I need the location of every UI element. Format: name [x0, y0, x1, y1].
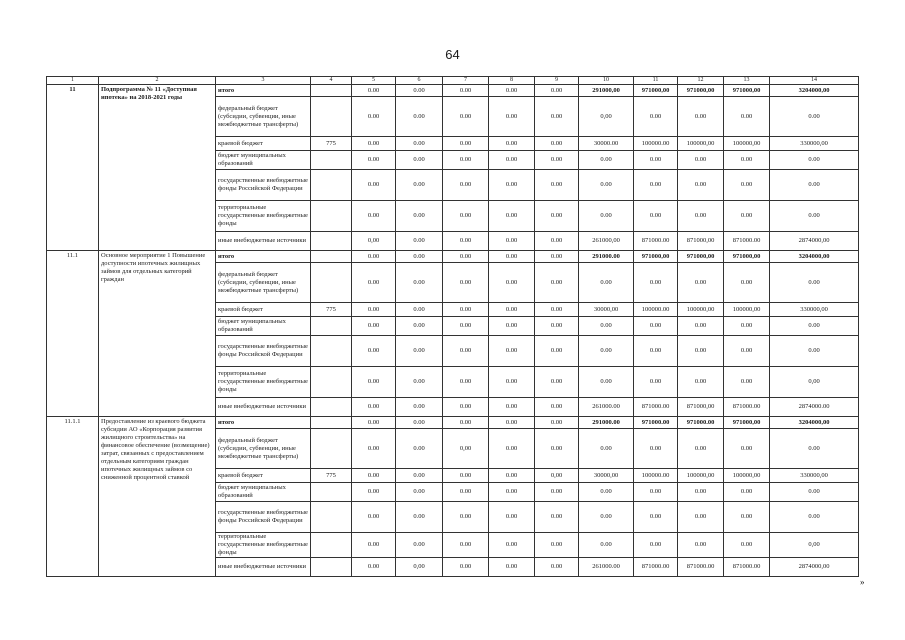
amount-cell: 0.00	[352, 170, 396, 201]
amount-cell: 0.00	[535, 483, 579, 502]
funding-source-cell: бюджет муниципальных образований	[216, 151, 311, 170]
amount-cell: 0.00	[678, 151, 724, 170]
admin-code-cell	[311, 170, 352, 201]
amount-cell: 0,00	[443, 429, 489, 469]
amount-cell: 0.00	[535, 232, 579, 251]
amount-cell: 0.00	[724, 263, 770, 303]
funding-source-cell: федеральный бюджет (субсидии, субвенции, иные межбюджетные трансферты)	[216, 97, 311, 137]
amount-cell: 0.00	[396, 232, 443, 251]
amount-cell: 100000,00	[678, 303, 724, 317]
amount-cell: 0.00	[678, 336, 724, 367]
funding-source-cell: федеральный бюджет (субсидии, субвенции, иные межбюджетные трансферты)	[216, 429, 311, 469]
amount-cell: 3204000,00	[770, 85, 859, 97]
amount-cell: 0.00	[724, 336, 770, 367]
admin-code-cell	[311, 417, 352, 429]
amount-cell: 0.00	[579, 367, 634, 398]
amount-cell: 0.00	[770, 263, 859, 303]
admin-code-cell	[311, 367, 352, 398]
amount-cell: 0.00	[443, 85, 489, 97]
amount-cell: 0.00	[678, 263, 724, 303]
amount-cell: 0.00	[535, 201, 579, 232]
amount-cell: 0.00	[535, 558, 579, 577]
amount-cell: 971000.00	[634, 417, 678, 429]
admin-code-cell	[311, 201, 352, 232]
amount-cell: 0.00	[352, 151, 396, 170]
amount-cell: 0.00	[724, 533, 770, 558]
amount-cell: 0.00	[396, 201, 443, 232]
amount-cell: 0.00	[443, 97, 489, 137]
amount-cell: 0.00	[770, 429, 859, 469]
funding-source-cell: территориальные государственные внебюджетные фонды	[216, 533, 311, 558]
funding-source-cell: итого	[216, 417, 311, 429]
amount-cell: 0.00	[535, 533, 579, 558]
amount-cell: 0.00	[443, 558, 489, 577]
amount-cell: 0.00	[396, 303, 443, 317]
amount-cell: 0.00	[443, 483, 489, 502]
column-number-cell: 11	[634, 77, 678, 85]
amount-cell: 0.00	[535, 398, 579, 417]
amount-cell: 871000.00	[634, 232, 678, 251]
amount-cell: 0.00	[396, 336, 443, 367]
amount-cell: 0.00	[579, 483, 634, 502]
amount-cell: 0.00	[489, 263, 535, 303]
amount-cell: 100000.00	[634, 469, 678, 483]
amount-cell: 0.00	[396, 85, 443, 97]
amount-cell: 0.00	[634, 483, 678, 502]
amount-cell: 100000,00	[678, 469, 724, 483]
amount-cell: 0.00	[634, 367, 678, 398]
funding-source-cell: итого	[216, 251, 311, 263]
amount-cell: 0.00	[396, 137, 443, 151]
admin-code-cell	[311, 251, 352, 263]
amount-cell: 0.00	[770, 317, 859, 336]
item-code-cell: 11.1	[47, 251, 99, 417]
amount-cell: 0.00	[352, 429, 396, 469]
amount-cell: 0.00	[579, 201, 634, 232]
amount-cell: 0.00	[443, 263, 489, 303]
amount-cell: 0.00	[724, 170, 770, 201]
amount-cell: 0.00	[443, 502, 489, 533]
admin-code-cell: 775	[311, 137, 352, 151]
amount-cell: 0.00	[396, 417, 443, 429]
table-row	[47, 417, 859, 429]
column-number-cell: 8	[489, 77, 535, 85]
amount-cell: 0.00	[352, 417, 396, 429]
closing-quote-mark: »	[860, 577, 865, 587]
page-number: 64	[445, 47, 460, 62]
amount-cell: 0.00	[770, 201, 859, 232]
amount-cell: 0.00	[724, 97, 770, 137]
amount-cell: 0.00	[443, 417, 489, 429]
amount-cell: 0.00	[396, 483, 443, 502]
amount-cell: 0.00	[489, 85, 535, 97]
column-number-cell: 4	[311, 77, 352, 85]
funding-source-cell: итого	[216, 85, 311, 97]
amount-cell: 0.00	[352, 483, 396, 502]
amount-cell: 0.00	[634, 533, 678, 558]
amount-cell: 0.00	[396, 533, 443, 558]
amount-cell: 0.00	[489, 151, 535, 170]
amount-cell: 0.00	[770, 336, 859, 367]
amount-cell: 871000.00	[724, 558, 770, 577]
amount-cell: 0.00	[579, 502, 634, 533]
amount-cell: 0.00	[678, 502, 724, 533]
amount-cell: 2874000.00	[770, 398, 859, 417]
amount-cell: 330000,00	[770, 303, 859, 317]
funding-source-cell: бюджет муниципальных образований	[216, 317, 311, 336]
amount-cell: 0.00	[443, 533, 489, 558]
funding-source-cell: государственные внебюджетные фонды Российской Федерации	[216, 502, 311, 533]
amount-cell: 0.00	[396, 398, 443, 417]
amount-cell: 0.00	[579, 317, 634, 336]
column-number-cell: 7	[443, 77, 489, 85]
amount-cell: 0.00	[489, 429, 535, 469]
amount-cell: 0.00	[352, 533, 396, 558]
amount-cell: 0.00	[535, 429, 579, 469]
column-number-cell: 3	[216, 77, 311, 85]
amount-cell: 0.00	[535, 137, 579, 151]
amount-cell: 100000.00	[634, 303, 678, 317]
amount-cell: 30000,00	[579, 303, 634, 317]
amount-cell: 0.00	[489, 558, 535, 577]
item-name-cell: Подпрограмма № 11 «Доступная ипотека» на 2018-2021 годы	[99, 85, 216, 251]
column-number-cell: 14	[770, 77, 859, 85]
admin-code-cell: 775	[311, 469, 352, 483]
amount-cell: 2874000,00	[770, 558, 859, 577]
amount-cell: 871000.00	[724, 232, 770, 251]
amount-cell: 0.00	[443, 303, 489, 317]
amount-cell: 0.00	[352, 367, 396, 398]
amount-cell: 0.00	[396, 469, 443, 483]
amount-cell: 0.00	[352, 336, 396, 367]
amount-cell: 0.00	[724, 483, 770, 502]
amount-cell: 0.00	[634, 201, 678, 232]
funding-source-cell: территориальные государственные внебюджетные фонды	[216, 367, 311, 398]
amount-cell: 0.00	[535, 502, 579, 533]
amount-cell: 0.00	[770, 483, 859, 502]
amount-cell: 0.00	[489, 251, 535, 263]
amount-cell: 971000,00	[634, 85, 678, 97]
amount-cell: 0.00	[489, 367, 535, 398]
amount-cell: 871000.00	[634, 398, 678, 417]
amount-cell: 0.00	[396, 97, 443, 137]
amount-cell: 0.00	[352, 137, 396, 151]
funding-source-cell: краевой бюджет	[216, 137, 311, 151]
amount-cell: 971000,00	[678, 251, 724, 263]
budget-table	[46, 76, 859, 577]
table-row	[47, 85, 859, 97]
amount-cell: 100000,00	[724, 137, 770, 151]
amount-cell: 330000,00	[770, 469, 859, 483]
amount-cell: 0.00	[678, 429, 724, 469]
amount-cell: 0.00	[724, 201, 770, 232]
amount-cell: 0.00	[678, 533, 724, 558]
amount-cell: 0.00	[352, 85, 396, 97]
amount-cell: 0.00	[396, 317, 443, 336]
amount-cell: 0.00	[489, 201, 535, 232]
column-number-cell: 1	[47, 77, 99, 85]
amount-cell: 0.00	[579, 151, 634, 170]
amount-cell: 0.00	[352, 317, 396, 336]
funding-source-cell: бюджет муниципальных образований	[216, 483, 311, 502]
amount-cell: 0.00	[634, 263, 678, 303]
amount-cell: 0.00	[352, 558, 396, 577]
column-number-row	[47, 77, 859, 85]
amount-cell: 0.00	[443, 469, 489, 483]
amount-cell: 971000,00	[678, 85, 724, 97]
amount-cell: 0.00	[535, 336, 579, 367]
amount-cell: 291000.00	[579, 417, 634, 429]
amount-cell: 0.00	[678, 367, 724, 398]
amount-cell: 0.00	[535, 170, 579, 201]
amount-cell: 0.00	[634, 502, 678, 533]
amount-cell: 2874000,00	[770, 232, 859, 251]
admin-code-cell	[311, 429, 352, 469]
amount-cell: 0.00	[352, 469, 396, 483]
amount-cell: 0.00	[634, 429, 678, 469]
amount-cell: 0.00	[634, 151, 678, 170]
amount-cell: 0.00	[770, 151, 859, 170]
budget-table-body	[47, 77, 859, 577]
amount-cell: 0.00	[678, 201, 724, 232]
amount-cell: 0.00	[352, 303, 396, 317]
item-code-cell: 11.1.1	[47, 417, 99, 577]
amount-cell: 0.00	[634, 317, 678, 336]
amount-cell: 30000,00	[579, 469, 634, 483]
item-name-cell: Основное мероприятие 1 Повышение доступности ипотечных жилищных займов для отдельных категорий граждан	[99, 251, 216, 417]
amount-cell: 0.00	[443, 398, 489, 417]
amount-cell: 0.00	[724, 151, 770, 170]
amount-cell: 0.00	[443, 151, 489, 170]
amount-cell: 871000,00	[678, 232, 724, 251]
amount-cell: 0.00	[535, 85, 579, 97]
amount-cell: 0.00	[770, 502, 859, 533]
amount-cell: 0.00	[535, 251, 579, 263]
amount-cell: 0.00	[634, 336, 678, 367]
amount-cell: 0.00	[678, 483, 724, 502]
admin-code-cell	[311, 502, 352, 533]
column-number-cell: 5	[352, 77, 396, 85]
amount-cell: 971000,00	[724, 251, 770, 263]
amount-cell: 0.00	[489, 533, 535, 558]
amount-cell: 0.00	[535, 417, 579, 429]
amount-cell: 0.00	[489, 303, 535, 317]
amount-cell: 0.00	[396, 367, 443, 398]
amount-cell: 0.00	[770, 170, 859, 201]
amount-cell: 971000,00	[634, 251, 678, 263]
admin-code-cell	[311, 232, 352, 251]
amount-cell: 0.00	[443, 317, 489, 336]
amount-cell: 291000.00	[579, 251, 634, 263]
amount-cell: 0.00	[443, 367, 489, 398]
amount-cell: 0.00	[535, 97, 579, 137]
amount-cell: 100000,00	[678, 137, 724, 151]
amount-cell: 971000,00	[724, 85, 770, 97]
amount-cell: 0.00	[724, 429, 770, 469]
amount-cell: 0.00	[489, 398, 535, 417]
admin-code-cell	[311, 336, 352, 367]
amount-cell: 0.00	[396, 170, 443, 201]
amount-cell: 0.00	[489, 336, 535, 367]
amount-cell: 0.00	[489, 417, 535, 429]
amount-cell: 0.00	[489, 232, 535, 251]
amount-cell: 100000.00	[634, 137, 678, 151]
amount-cell: 0.00	[579, 263, 634, 303]
amount-cell: 100000,00	[724, 303, 770, 317]
amount-cell: 0.00	[579, 170, 634, 201]
amount-cell: 3204000,00	[770, 251, 859, 263]
amount-cell: 0.00	[489, 97, 535, 137]
amount-cell: 0.00	[535, 317, 579, 336]
amount-cell: 0.00	[352, 263, 396, 303]
admin-code-cell: 775	[311, 303, 352, 317]
admin-code-cell	[311, 533, 352, 558]
amount-cell: 0.00	[678, 317, 724, 336]
amount-cell: 0.00	[489, 483, 535, 502]
amount-cell: 0.00	[678, 170, 724, 201]
admin-code-cell	[311, 558, 352, 577]
amount-cell: 0.00	[352, 97, 396, 137]
amount-cell: 0.00	[443, 336, 489, 367]
column-number-cell: 6	[396, 77, 443, 85]
amount-cell: 0.00	[352, 251, 396, 263]
amount-cell: 0.00	[396, 151, 443, 170]
funding-source-cell: территориальные государственные внебюджетные фонды	[216, 201, 311, 232]
amount-cell: 871000.00	[724, 398, 770, 417]
amount-cell: 0.00	[443, 251, 489, 263]
funding-source-cell: краевой бюджет	[216, 303, 311, 317]
amount-cell: 0.00	[724, 502, 770, 533]
amount-cell: 0.00	[535, 151, 579, 170]
amount-cell: 100000,00	[724, 469, 770, 483]
amount-cell: 0.00	[579, 533, 634, 558]
admin-code-cell	[311, 151, 352, 170]
amount-cell: 0.00	[724, 317, 770, 336]
funding-source-cell: государственные внебюджетные фонды Российской Федерации	[216, 336, 311, 367]
amount-cell: 0.00	[634, 97, 678, 137]
funding-source-cell: федеральный бюджет (субсидии, субвенции, иные межбюджетные трансферты)	[216, 263, 311, 303]
amount-cell: 0.00	[489, 502, 535, 533]
amount-cell: 0.00	[535, 303, 579, 317]
amount-cell: 0.00	[724, 367, 770, 398]
funding-source-cell: краевой бюджет	[216, 469, 311, 483]
funding-source-cell: иные внебюджетные источники	[216, 398, 311, 417]
amount-cell: 0,00	[770, 367, 859, 398]
admin-code-cell	[311, 263, 352, 303]
amount-cell: 0.00	[352, 502, 396, 533]
amount-cell: 0.00	[396, 502, 443, 533]
admin-code-cell	[311, 317, 352, 336]
column-number-cell: 10	[579, 77, 634, 85]
amount-cell: 0.00	[443, 232, 489, 251]
amount-cell: 0.00	[443, 201, 489, 232]
amount-cell: 971000.00	[678, 417, 724, 429]
amount-cell: 0.00	[396, 263, 443, 303]
admin-code-cell	[311, 85, 352, 97]
amount-cell: 0,00	[770, 533, 859, 558]
amount-cell: 261000.00	[579, 398, 634, 417]
amount-cell: 30000.00	[579, 137, 634, 151]
amount-cell: 0.00	[396, 429, 443, 469]
funding-source-cell: иные внебюджетные источники	[216, 558, 311, 577]
amount-cell: 871000.00	[678, 558, 724, 577]
amount-cell: 3204000,00	[770, 417, 859, 429]
amount-cell: 261000,00	[579, 232, 634, 251]
amount-cell: 0.00	[535, 263, 579, 303]
amount-cell: 0.00	[489, 170, 535, 201]
table-row	[47, 251, 859, 263]
amount-cell: 0.00	[579, 429, 634, 469]
admin-code-cell	[311, 398, 352, 417]
amount-cell: 0.00	[352, 201, 396, 232]
funding-source-cell: иные внебюджетные источники	[216, 232, 311, 251]
amount-cell: 0.00	[770, 97, 859, 137]
amount-cell: 330000,00	[770, 137, 859, 151]
amount-cell: 871000,00	[678, 398, 724, 417]
amount-cell: 0.00	[579, 336, 634, 367]
amount-cell: 0.00	[352, 398, 396, 417]
amount-cell: 0.00	[489, 137, 535, 151]
amount-cell: 0.00	[396, 251, 443, 263]
admin-code-cell	[311, 483, 352, 502]
item-name-cell: Предоставление из краевого бюджета субсидии АО «Корпорация развития жилищного строительства» на финансовое обеспечение (возмещение) затрат, связанных с предоставлением отдельным категориям граждан ипотечных жилищных займов со сниженной процентной ставкой	[99, 417, 216, 577]
amount-cell: 0.00	[634, 170, 678, 201]
amount-cell: 0,00	[352, 232, 396, 251]
amount-cell: 0,00	[396, 558, 443, 577]
amount-cell: 0.00	[443, 137, 489, 151]
amount-cell: 0.00	[443, 170, 489, 201]
amount-cell: 291000,00	[579, 85, 634, 97]
amount-cell: 261000.00	[579, 558, 634, 577]
amount-cell: 0.00	[678, 97, 724, 137]
amount-cell: 0,00	[579, 97, 634, 137]
amount-cell: 0,00	[535, 469, 579, 483]
amount-cell: 0.00	[489, 469, 535, 483]
column-number-cell: 9	[535, 77, 579, 85]
funding-source-cell: государственные внебюджетные фонды Российской Федерации	[216, 170, 311, 201]
column-number-cell: 13	[724, 77, 770, 85]
amount-cell: 0.00	[489, 317, 535, 336]
column-number-cell: 2	[99, 77, 216, 85]
item-code-cell: 11	[47, 85, 99, 251]
admin-code-cell	[311, 97, 352, 137]
amount-cell: 871000.00	[634, 558, 678, 577]
amount-cell: 971000,00	[724, 417, 770, 429]
column-number-cell: 12	[678, 77, 724, 85]
amount-cell: 0.00	[535, 367, 579, 398]
